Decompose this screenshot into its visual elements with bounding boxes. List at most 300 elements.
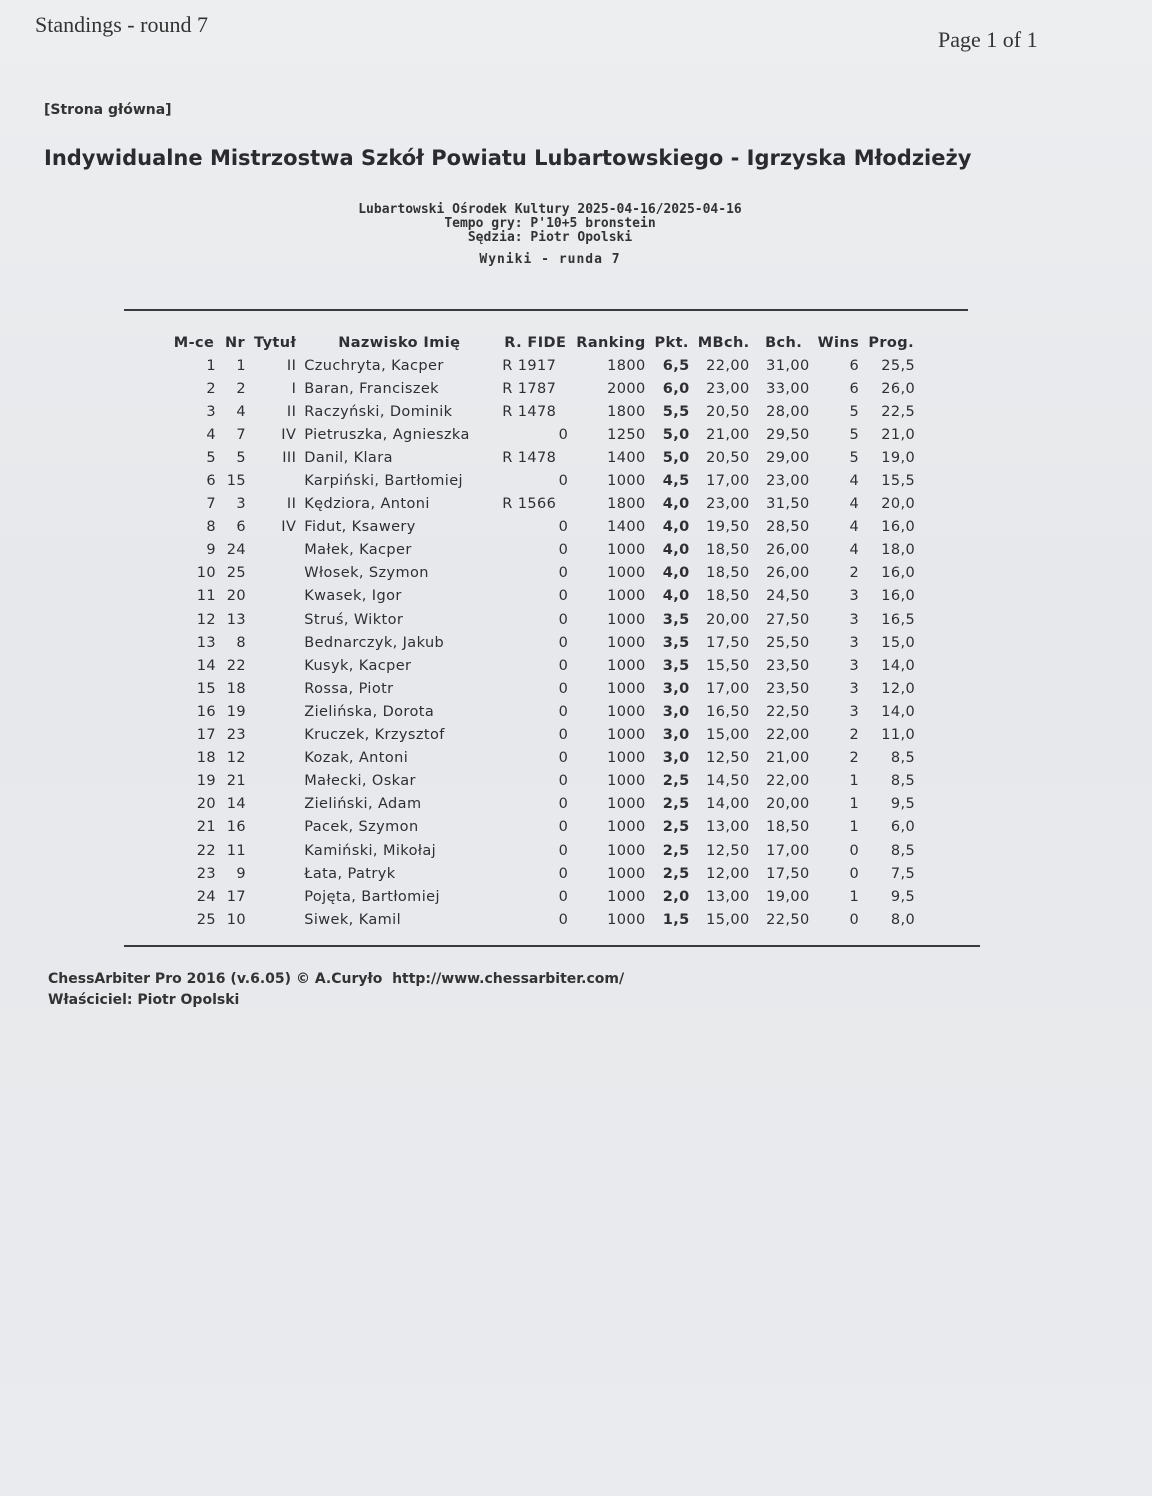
cell-name: Siwek, Kamil (304, 911, 402, 928)
cell-title: II (286, 496, 297, 513)
cell-median-buchholz: 19,50 (706, 519, 750, 536)
cell-points: 4,0 (662, 519, 690, 536)
cell-position: 12 (196, 611, 216, 628)
cell-progress: 8,0 (890, 911, 916, 928)
cell-wins: 0 (849, 842, 860, 859)
cell-ranking: 1800 (607, 403, 646, 420)
cell-ranking: 1000 (607, 703, 646, 720)
cell-wins: 0 (849, 865, 860, 882)
cell-median-buchholz: 15,00 (706, 911, 750, 928)
cell-position: 14 (196, 657, 216, 674)
cell-title (250, 608, 300, 631)
cell-title (250, 839, 300, 862)
print-page-number: Page 1 of 1 (938, 27, 1038, 52)
cell-median-buchholz: 17,00 (706, 680, 750, 697)
cell-points: 5,0 (662, 426, 690, 443)
cell-position: 17 (196, 727, 216, 744)
bottom-divider (124, 945, 980, 947)
cell-progress: 21,0 (881, 426, 916, 443)
cell-ranking: 1250 (607, 426, 646, 443)
fide-rating: 0 (558, 796, 569, 813)
cell-name: Kruczek, Krzysztof (304, 727, 445, 744)
cell-ranking: 1400 (607, 449, 646, 466)
cell-title (250, 631, 300, 654)
cell-fide (498, 770, 572, 793)
fide-rating: 0 (558, 426, 569, 443)
fide-rating: R 1478 (502, 449, 557, 466)
cell-title (250, 469, 300, 492)
cell-ranking: 1000 (607, 819, 646, 836)
arbiter-line: Sędzia: Piotr Opolski (467, 230, 633, 245)
cell-buchholz: 28,00 (766, 403, 810, 420)
cell-median-buchholz: 13,00 (706, 819, 750, 836)
cell-position: 13 (196, 634, 216, 651)
cell-title (250, 908, 300, 931)
cell-name: Zielińska, Dorota (304, 703, 435, 720)
cell-wins: 2 (849, 750, 860, 767)
table-row (168, 654, 919, 677)
cell-progress: 16,0 (881, 565, 916, 582)
cell-fide (498, 608, 572, 631)
cell-median-buchholz: 18,50 (706, 588, 750, 605)
cell-position: 1 (206, 357, 216, 374)
fide-rating: 0 (558, 750, 569, 767)
cell-progress: 15,5 (881, 473, 916, 490)
cell-number: 20 (226, 588, 246, 605)
cell-median-buchholz: 22,00 (706, 357, 750, 374)
cell-ranking: 1000 (607, 727, 646, 744)
cell-points: 4,5 (662, 473, 690, 490)
fide-rating: 0 (558, 565, 569, 582)
cell-name: Kamiński, Mikołaj (304, 842, 437, 859)
cell-wins: 4 (849, 542, 860, 559)
cell-points: 5,5 (662, 403, 690, 420)
cell-fide (498, 700, 572, 723)
cell-fide (498, 816, 572, 839)
cell-fide (498, 354, 572, 377)
cell-title: I (291, 380, 297, 397)
cell-fide (498, 423, 572, 446)
fide-rating: R 1787 (502, 380, 557, 397)
top-divider (124, 309, 968, 311)
cell-fide (498, 677, 572, 700)
cell-buchholz: 28,50 (766, 519, 810, 536)
tournament-title: Indywidualne Mistrzostwa Szkół Powiatu Lubartowskiego - Igrzyska Młodzieży (44, 146, 972, 170)
fide-rating: 0 (558, 473, 569, 490)
cell-progress: 18,0 (881, 542, 916, 559)
cell-wins: 5 (849, 403, 860, 420)
cell-ranking: 1000 (607, 542, 646, 559)
cell-position: 2 (206, 380, 216, 397)
cell-median-buchholz: 16,50 (706, 703, 750, 720)
cell-points: 2,5 (662, 773, 690, 790)
fide-rating: 0 (558, 819, 569, 836)
header-buchholz: Bch. (765, 335, 803, 351)
cell-ranking: 1000 (607, 911, 646, 928)
cell-wins: 1 (849, 888, 860, 905)
cell-position: 5 (206, 449, 216, 466)
cell-title (250, 724, 300, 747)
cell-points: 3,5 (662, 611, 690, 628)
cell-title: II (286, 403, 297, 420)
cell-fide (498, 469, 572, 492)
cell-number: 8 (236, 634, 246, 651)
cell-median-buchholz: 23,00 (706, 496, 750, 513)
cell-title (250, 700, 300, 723)
cell-name: Czuchryta, Kacper (304, 357, 444, 374)
cell-fide (498, 862, 572, 885)
cell-buchholz: 27,50 (766, 611, 810, 628)
cell-number: 11 (226, 842, 246, 859)
cell-number: 12 (226, 750, 246, 767)
cell-buchholz: 26,00 (766, 565, 810, 582)
cell-buchholz: 29,00 (766, 449, 810, 466)
cell-buchholz: 24,50 (766, 588, 810, 605)
table-row (168, 885, 919, 908)
cell-name: Łata, Patryk (304, 865, 396, 882)
cell-buchholz: 17,50 (766, 865, 810, 882)
table-row (168, 724, 919, 747)
cell-progress: 20,0 (881, 496, 916, 513)
cell-fide (498, 585, 572, 608)
fide-rating: R 1478 (502, 403, 557, 420)
standings-body (168, 354, 919, 931)
cell-name: Karpiński, Bartłomiej (304, 473, 463, 490)
cell-progress: 6,0 (890, 819, 916, 836)
cell-progress: 16,5 (881, 611, 916, 628)
cell-median-buchholz: 15,00 (706, 727, 750, 744)
cell-title: III (282, 449, 297, 466)
cell-fide (498, 539, 572, 562)
cell-number: 13 (226, 611, 246, 628)
table-row (168, 377, 919, 400)
cell-title (250, 816, 300, 839)
cell-points: 2,5 (662, 819, 690, 836)
cell-median-buchholz: 15,50 (706, 657, 750, 674)
cell-name: Danil, Klara (304, 449, 393, 466)
table-row (168, 700, 919, 723)
cell-progress: 8,5 (890, 773, 916, 790)
cell-wins: 3 (849, 657, 860, 674)
print-header-title: Standings - round 7 (35, 12, 208, 37)
cell-name: Kędziora, Antoni (304, 496, 430, 513)
cell-ranking: 1000 (607, 796, 646, 813)
cell-median-buchholz: 23,00 (706, 380, 750, 397)
cell-fide (498, 908, 572, 931)
cell-points: 3,5 (662, 634, 690, 651)
cell-ranking: 1000 (607, 588, 646, 605)
cell-name: Struś, Wiktor (304, 611, 404, 628)
cell-position: 24 (196, 888, 216, 905)
cell-points: 2,5 (662, 842, 690, 859)
cell-buchholz: 19,00 (766, 888, 810, 905)
cell-title (250, 654, 300, 677)
cell-title: II (286, 357, 297, 374)
cell-fide (498, 446, 572, 469)
cell-wins: 6 (849, 357, 860, 374)
cell-position: 10 (196, 565, 216, 582)
cell-title (250, 747, 300, 770)
table-row (168, 816, 919, 839)
cell-name: Małek, Kacper (304, 542, 412, 559)
cell-progress: 25,5 (881, 357, 916, 374)
cell-median-buchholz: 20,00 (706, 611, 750, 628)
cell-ranking: 1000 (607, 634, 646, 651)
header-wins: Wins (817, 335, 860, 351)
tempo-line: Tempo gry: P'10+5 bronstein (444, 216, 656, 231)
cell-position: 9 (206, 542, 216, 559)
fide-rating: 0 (558, 611, 569, 628)
cell-points: 6,0 (662, 380, 690, 397)
cell-buchholz: 17,00 (766, 842, 810, 859)
fide-rating: 0 (558, 542, 569, 559)
cell-name: Zieliński, Adam (304, 796, 422, 813)
cell-position: 22 (196, 842, 216, 859)
cell-buchholz: 21,00 (766, 750, 810, 767)
cell-number: 2 (236, 380, 246, 397)
cell-progress: 11,0 (881, 727, 916, 744)
cell-wins: 1 (849, 819, 860, 836)
cell-buchholz: 26,00 (766, 542, 810, 559)
cell-buchholz: 22,00 (766, 773, 810, 790)
cell-wins: 3 (849, 588, 860, 605)
cell-fide (498, 562, 572, 585)
header-median-buchholz: MBch. (697, 335, 750, 351)
cell-ranking: 1800 (607, 357, 646, 374)
cell-wins: 2 (849, 565, 860, 582)
cell-median-buchholz: 17,00 (706, 473, 750, 490)
cell-points: 4,0 (662, 565, 690, 582)
cell-wins: 1 (849, 796, 860, 813)
cell-progress: 7,5 (890, 865, 916, 882)
cell-wins: 4 (849, 473, 860, 490)
cell-number: 14 (226, 796, 246, 813)
cell-buchholz: 33,00 (766, 380, 810, 397)
cell-buchholz: 29,50 (766, 426, 810, 443)
cell-title (250, 585, 300, 608)
cell-points: 3,0 (662, 750, 690, 767)
cell-median-buchholz: 21,00 (706, 426, 750, 443)
fide-rating: R 1917 (502, 357, 557, 374)
software-credit: ChessArbiter Pro 2016 (v.6.05) © A.Curyło (48, 971, 383, 987)
table-row (168, 839, 919, 862)
cell-points: 4,0 (662, 588, 690, 605)
cell-name: Pacek, Szymon (304, 819, 419, 836)
cell-buchholz: 23,50 (766, 680, 810, 697)
cell-number: 24 (226, 542, 246, 559)
cell-ranking: 1000 (607, 750, 646, 767)
cell-median-buchholz: 12,50 (706, 750, 750, 767)
cell-ranking: 1800 (607, 496, 646, 513)
cell-number: 3 (236, 496, 246, 513)
cell-ranking: 1000 (607, 773, 646, 790)
cell-median-buchholz: 18,50 (706, 565, 750, 582)
cell-wins: 5 (849, 426, 860, 443)
cell-fide (498, 377, 572, 400)
table-row (168, 747, 919, 770)
header-position: M-ce (173, 335, 215, 351)
cell-median-buchholz: 12,50 (706, 842, 750, 859)
table-row (168, 400, 919, 423)
cell-buchholz: 20,00 (766, 796, 810, 813)
cell-points: 2,5 (662, 796, 690, 813)
cell-median-buchholz: 13,00 (706, 888, 750, 905)
cell-position: 20 (196, 796, 216, 813)
cell-position: 25 (196, 911, 216, 928)
footer (48, 969, 624, 1011)
cell-position: 19 (196, 773, 216, 790)
cell-number: 22 (226, 657, 246, 674)
cell-title: IV (281, 426, 297, 443)
cell-points: 3,0 (662, 680, 690, 697)
header-number: Nr (224, 335, 246, 351)
cell-progress: 8,5 (890, 842, 916, 859)
cell-points: 6,5 (662, 357, 690, 374)
cell-points: 4,0 (662, 542, 690, 559)
table-row (168, 862, 919, 885)
cell-fide (498, 839, 572, 862)
cell-fide (498, 793, 572, 816)
table-row (168, 469, 919, 492)
cell-name: Fidut, Ksawery (304, 519, 416, 536)
cell-points: 3,0 (662, 727, 690, 744)
table-row (168, 562, 919, 585)
cell-buchholz: 25,50 (766, 634, 810, 651)
cell-ranking: 2000 (607, 380, 646, 397)
cell-fide (498, 516, 572, 539)
cell-buchholz: 23,00 (766, 473, 810, 490)
cell-fide (498, 493, 572, 516)
fide-rating: 0 (558, 703, 569, 720)
cell-ranking: 1000 (607, 865, 646, 882)
header-row (168, 332, 919, 354)
cell-progress: 14,0 (881, 703, 916, 720)
cell-name: Baran, Franciszek (304, 380, 439, 397)
fide-rating: 0 (558, 911, 569, 928)
cell-number: 7 (236, 426, 246, 443)
table-row (168, 423, 919, 446)
header-fide: R. FIDE (504, 335, 567, 351)
cell-fide (498, 747, 572, 770)
table-row (168, 608, 919, 631)
cell-median-buchholz: 17,50 (706, 634, 750, 651)
cell-median-buchholz: 14,50 (706, 773, 750, 790)
cell-title (250, 562, 300, 585)
cell-ranking: 1000 (607, 611, 646, 628)
cell-name: Małecki, Oskar (304, 773, 416, 790)
cell-median-buchholz: 12,00 (706, 865, 750, 882)
table-row (168, 770, 919, 793)
cell-wins: 3 (849, 703, 860, 720)
cell-progress: 9,5 (890, 796, 916, 813)
cell-position: 18 (196, 750, 216, 767)
cell-points: 4,0 (662, 496, 690, 513)
cell-progress: 8,5 (890, 750, 916, 767)
table-row (168, 908, 919, 931)
cell-number: 23 (226, 727, 246, 744)
table-row (168, 585, 919, 608)
cell-points: 5,0 (662, 449, 690, 466)
owner-line: Właściciel: Piotr Opolski (48, 992, 240, 1008)
cell-number: 10 (226, 911, 246, 928)
round-line: Wyniki - runda 7 (479, 252, 621, 267)
cell-position: 7 (206, 496, 216, 513)
cell-wins: 3 (849, 611, 860, 628)
cell-ranking: 1000 (607, 680, 646, 697)
cell-name: Kozak, Antoni (304, 750, 409, 767)
fide-rating: 0 (558, 680, 569, 697)
cell-number: 16 (226, 819, 246, 836)
cell-number: 18 (226, 680, 246, 697)
cell-progress: 15,0 (881, 634, 916, 651)
cell-points: 3,0 (662, 703, 690, 720)
cell-wins: 6 (849, 380, 860, 397)
cell-ranking: 1400 (607, 519, 646, 536)
header-title: Tytuł (254, 335, 297, 351)
cell-position: 4 (206, 426, 216, 443)
cell-name: Rossa, Piotr (304, 680, 394, 697)
fide-rating: 0 (558, 727, 569, 744)
cell-progress: 9,5 (890, 888, 916, 905)
cell-number: 5 (236, 449, 246, 466)
table-row (168, 493, 919, 516)
cell-fide (498, 631, 572, 654)
cell-name: Włosek, Szymon (304, 565, 429, 582)
cell-number: 9 (236, 865, 246, 882)
cell-median-buchholz: 20,50 (706, 403, 750, 420)
cell-points: 3,5 (662, 657, 690, 674)
cell-number: 6 (236, 519, 246, 536)
cell-number: 25 (226, 565, 246, 582)
cell-title (250, 677, 300, 700)
cell-points: 2,5 (662, 865, 690, 882)
cell-name: Kwasek, Igor (304, 588, 402, 605)
cell-name: Raczyński, Dominik (304, 403, 453, 420)
cell-wins: 0 (849, 911, 860, 928)
cell-position: 23 (196, 865, 216, 882)
standings-header (168, 332, 919, 354)
cell-progress: 19,0 (881, 449, 916, 466)
cell-wins: 1 (849, 773, 860, 790)
cell-points: 2,0 (662, 888, 690, 905)
cell-progress: 16,0 (881, 588, 916, 605)
home-link[interactable]: [Strona główna] (44, 102, 172, 118)
tournament-info (300, 203, 800, 267)
cell-position: 15 (196, 680, 216, 697)
table-row (168, 793, 919, 816)
cell-wins: 3 (849, 680, 860, 697)
cell-fide (498, 400, 572, 423)
cell-wins: 5 (849, 449, 860, 466)
table-row (168, 677, 919, 700)
cell-number: 4 (236, 403, 246, 420)
cell-ranking: 1000 (607, 842, 646, 859)
cell-ranking: 1000 (607, 888, 646, 905)
cell-name: Kusyk, Kacper (304, 657, 412, 674)
software-url-link[interactable]: http://www.chessarbiter.com/ (392, 971, 625, 987)
cell-position: 8 (206, 519, 216, 536)
cell-number: 21 (226, 773, 246, 790)
table-row (168, 446, 919, 469)
cell-median-buchholz: 14,00 (706, 796, 750, 813)
cell-progress: 22,5 (881, 403, 916, 420)
cell-name: Pojęta, Bartłomiej (304, 888, 440, 905)
cell-number: 15 (226, 473, 246, 490)
cell-number: 1 (236, 357, 246, 374)
cell-position: 21 (196, 819, 216, 836)
table-row (168, 516, 919, 539)
cell-number: 17 (226, 888, 246, 905)
